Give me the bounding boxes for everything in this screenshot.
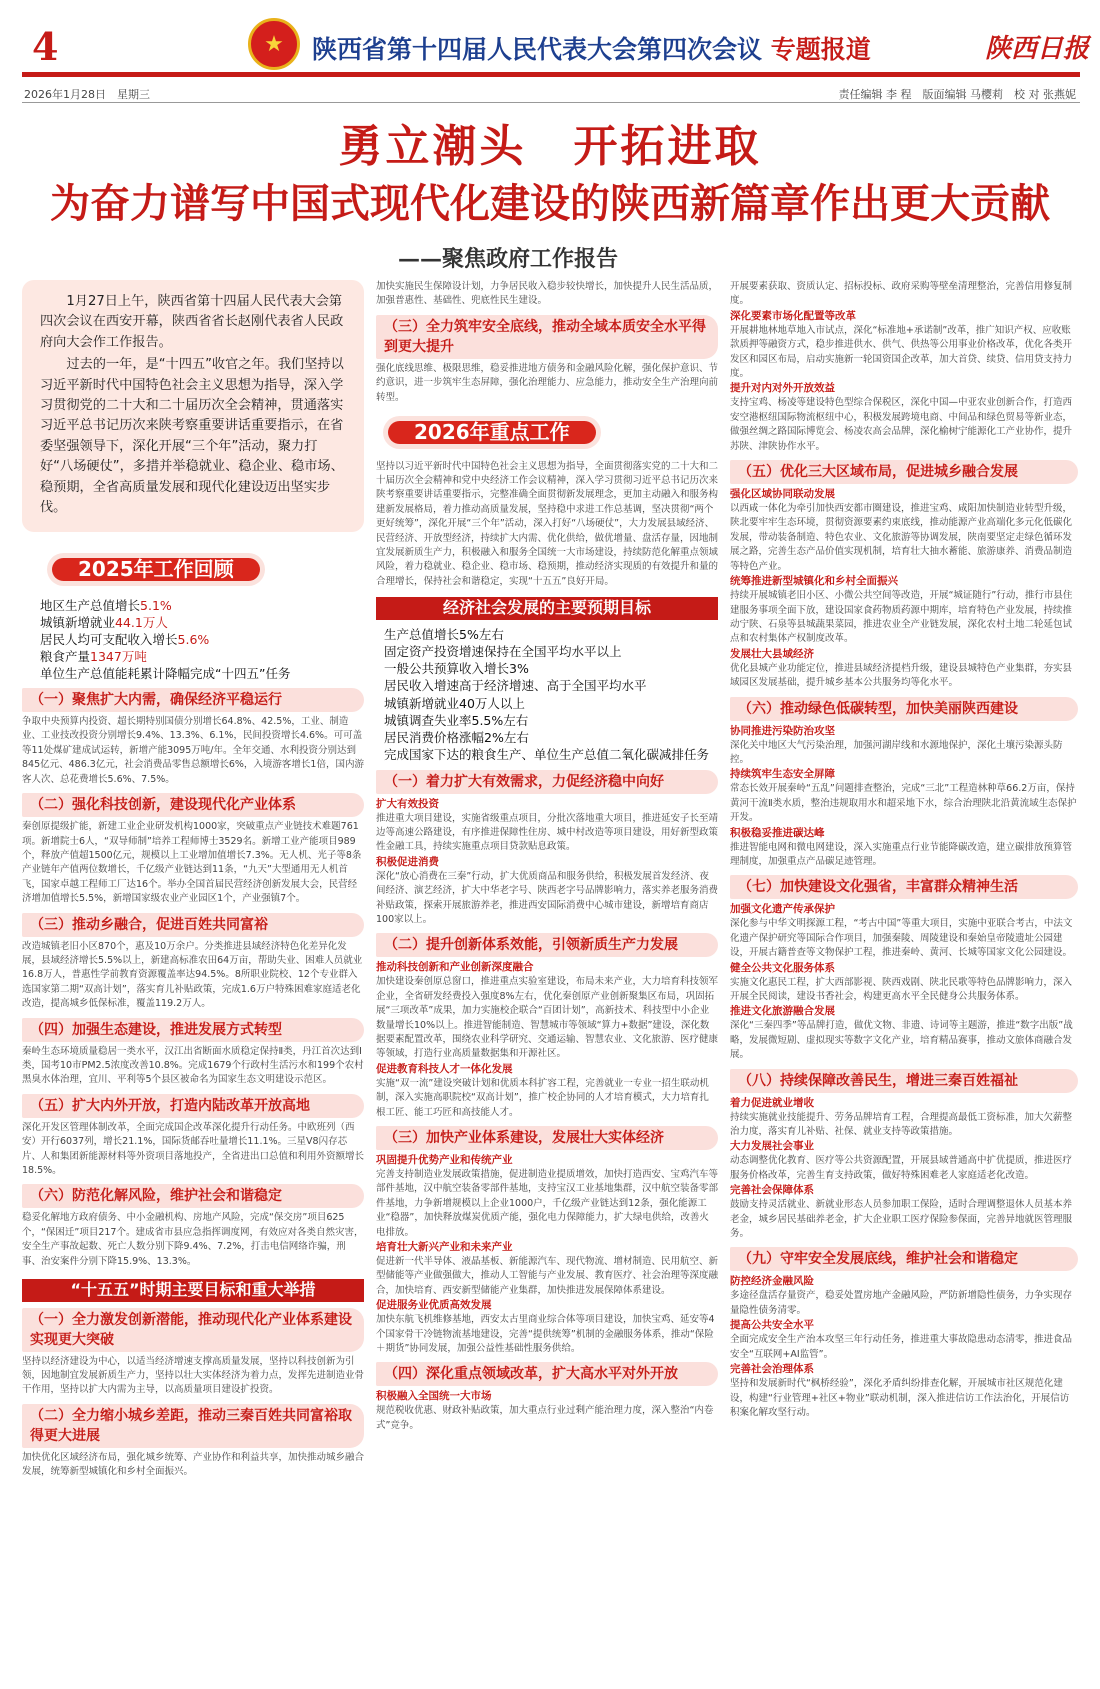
- stat-value: 1347万吨: [90, 649, 147, 665]
- key-work-heading: 2026年重点工作: [388, 421, 596, 444]
- header-rule-thin: [22, 102, 1080, 103]
- section-text: 加快建设秦创原总窗口，推进重点实验室建设，布局未来产业，大力培育科技领军企业，全省研发经费投入强度8%左右，优化秦创原产业创新聚集区布局，巩固拓展“三项改革”成果，加力实施校企联合“百团计划”，高新技术、科技型中小企业数量增长10%以上。推进智能制造、智慧城市等领域“算力+数据”建设，深化数据要素配置改革，围绕农业科学研究、交通运输、智慧农业、文化旅游、医疗健康等领域，打造行业高质量数据集和开源社区。: [376, 976, 719, 1060]
- section-text: 全面完成安全生产治本攻坚三年行动任务，推进重大事故隐患动态清零，推进食品安全“互联网+AI监管”。: [730, 1334, 1073, 1360]
- section-text: 实施“双一流”建设突破计划和优质本科扩容工程，完善就业一专业一招生联动机制，深入实施高职院校“双高计划”，推广校企协同的人才培育模式，大力培育扎根工匠、能工巧匠和高技能人才。: [376, 1077, 709, 1118]
- stat-item: [22, 665, 364, 682]
- column-2: [376, 280, 718, 1433]
- subsection-heading: 扩大有效投资: [376, 797, 439, 810]
- section-heading: （三）加快产业体系建设，发展壮大实体经济: [376, 1126, 718, 1150]
- section-text: 坚持以经济建设为中心，以适当经济增速支撑高质量发展，坚持以科技创新为引领，因地制宜发展新质生产力，坚持以壮大实体经济为着力点，发挥先进制造业骨干作用，坚持以扩大内需为主导，以高质量项目建设扩投资。: [22, 1355, 365, 1396]
- stat-value: 5.1%: [140, 598, 172, 614]
- stat-item: [22, 648, 364, 665]
- section-heading: （五）扩大内外开放，打造内陆改革开放高地: [22, 1094, 364, 1118]
- fyp-heading: “十五五”时期主要目标和重大举措: [22, 1279, 364, 1302]
- page-number: 4: [32, 24, 59, 69]
- section-text: 强化底线思维、极限思维，稳妥推进地方债务和金融风险化解，强化保护意识、节约意识，进一步筑牢生态屏障，强化治理能力、应急能力，推动安全生产治理向前转型。: [376, 362, 719, 403]
- section-text: 实施文化惠民工程，扩大西部影视、陕西戏剧、陕北民歌等特色品牌影响力，深入开展全民阅读，建设书香社会，构建更高水平全民健身公共服务体系。: [730, 976, 1073, 1002]
- section-text: 开展耕地林地草地入市试点，深化“标准地+承诺制”改革，推广知识产权、应收账款质押等融资方式，稳步推进供水、供气、供热等公用事业价格改革，优化各类开发区和园区布局，启动实施新一轮国资国企改革，加大首贷、续贷、信用贷支持力度。: [730, 324, 1073, 380]
- section-text: 秦创原提级扩能，新建工业企业研发机构1000家，突破重点产业链技术难题761项。新增院士6人，“双导师制”培养工程师博士3529名。新增工业产能项目989个，释放产值超1500亿元，规模以上工业增加值增长7.3%。无人机、光子等8条产业链年产值两位数增长，千亿级产业链达到11条，“九天”大型通用无人机首飞，国家卓越工程师工厂达16个。举办全国首届民营经济创新发展大会，民营经济增加值增长5.5%，新增国家级农业产业园区1个，产业强镇7个。: [22, 821, 362, 905]
- header-rule: [22, 72, 1080, 77]
- section-heading: （九）守牢安全发展底线，维护社会和谐稳定: [730, 1247, 1078, 1271]
- target-item: 城镇调查失业率5.5%左右: [384, 712, 529, 728]
- stat-item: [22, 614, 364, 631]
- section-text: 深化参与中华文明探源工程，“考古中国”等重大项目，实施中亚联合考古，中法文化遗产保护研究等国际合作项目，加强秦陵、周陵建设和秦始皇帝陵遗址公园建设，开展古籍普查等文物保护工程，推进秦岭、黄河、长城等国家文化公园建设。: [730, 918, 1073, 959]
- subsection-heading: 积极稳妥推进碳达峰: [730, 826, 825, 839]
- headline-line2: 为奋力谱写中国式现代化建设的陕西新篇章作出更大贡献: [50, 181, 1050, 227]
- stat-item: [22, 631, 364, 648]
- section-heading: （七）加快建设文化强省，丰富群众精神生活: [730, 875, 1078, 899]
- section-text: 完善支持制造业发展政策措施，促进制造业提质增效，加快打造西安、宝鸡汽车等部件基地，汉中航空装备零部件基地，支持宝汉工业基地集群，汉中航空装备零部件基地，力争新增规模以上企业1000户，千亿级产业链达到12条，强化能源工业“稳器”，加快释放煤炭优质产能，强化电力保障能力，扩大绿电供给，改善火电排放。: [376, 1169, 719, 1238]
- column-1: [22, 280, 364, 1480]
- section-text: 促进新一代半导体、液晶基板、新能源汽车、现代物流、增材制造、民用航空、新型储能等产业做强做大，推动人工智能与产业发展、教育医疗、社会治理等深度融合，加快培育、西安新型储能产业集群，加快推进发展保障体系建设。: [376, 1256, 719, 1296]
- section-title-tag: 专题报道: [770, 35, 871, 64]
- section-text: 争取中央预算内投资、超长期特别国债分别增长64.8%、42.5%，工业、制造业、工业技改投资分别增长9.4%、13.3%、6.1%，民间投资增长4.6%。可可盖等11处煤矿建成试运转，新增产能3095万吨/年。全年交通、水利投资分别达到845亿元、486.3亿元，社会消费品零售总额增长6%，入境游客增长1倍，国内游客人次、总花费增长5.6%、7.5%。: [22, 716, 364, 785]
- subsection-heading: 持续筑牢生态安全屏障: [730, 768, 835, 781]
- subsection-heading: 完善社会保障体系: [730, 1184, 814, 1197]
- page-header: [0, 0, 1100, 70]
- subsection-heading: 提升对内对外开放效益: [730, 382, 835, 395]
- stat-label: 单位生产总值能耗累计降幅完成“十四五”任务: [40, 666, 291, 682]
- subsection-heading: 完善社会治理体系: [730, 1363, 814, 1376]
- subsection-heading: 加强文化遗产传承保护: [730, 903, 835, 916]
- section-text: 持续实施就业技能提升、劳务品牌培育工程，合理提高最低工资标准，加大欠薪整治力度，落实育儿补贴、社保、就业支持等政策措施。: [730, 1111, 1073, 1138]
- target-item: 完成国家下达的粮食生产、单位生产总值二氧化碳减排任务: [384, 747, 710, 763]
- subsection-heading: 大力发展社会事业: [730, 1140, 814, 1153]
- review-sections: [22, 688, 364, 1269]
- stat-value: 5.6%: [177, 632, 210, 648]
- section-text: 深化开发区管理体制改革，全面完成国企改革深化提升行动任务。中欧班列（西安）开行6037列，增长21.1%，国际货邮吞吐量增长11.1%。三星V8闪存芯片、人和集团新能源材料等外资项目落地投产，全省进出口总值和利用外资额增长18.5%。: [22, 1121, 365, 1176]
- column-3: [730, 280, 1078, 1420]
- targets-list: [376, 626, 718, 764]
- stat-value: 44.1万人: [115, 615, 168, 631]
- fyp-sections-cont: [376, 280, 718, 405]
- subsection-heading: 促进服务业优质高效发展: [376, 1299, 492, 1312]
- section-text: 深化“放心消费在三秦”行动，扩大优质商品和服务供给，积极发展首发经济、夜间经济、演艺经济，扩大中华老字号、陕西老字号品牌影响力，落实养老服务消费补贴政策，探索开展旅游养老，推进西安国际消费中心城市建设，新增培育商店100家以上。: [376, 870, 719, 925]
- national-emblem-icon: ★: [248, 18, 300, 70]
- section-text: 秦岭生态环境质量稳居一类水平，汉江出省断面水质稳定保持Ⅱ类，丹江首次达到Ⅰ类，国考10市PM2.5浓度改善10.8%。完成1679个行政村生活污水和199个农村黑臭水体治理，宜川、平利等5个县区被命名为国家生态文明建设示范区。: [22, 1045, 364, 1086]
- stat-label: 地区生产总值增长: [40, 598, 141, 614]
- target-item: 一般公共预算收入增长3%: [384, 661, 529, 677]
- section-text: 以西咸一体化为牵引加快西安都市圈建设，推进宝鸡、咸阳加快制造业转型升级，陕北要牢牢生态环境，贯彻资源要素约束底线，推动能源产业高端化多元化低碳化发展，带动装备制造、特色农业、文化旅游等协调发展，陕南要坚定走绿色循环发展之路，完善生态产品价值实现机制，培育壮大抽水蓄能、旅游康养、消费品制造等特色产业。: [730, 503, 1073, 572]
- intro-paragraph: 过去的一年，是“十四五”收官之年。我们坚持以习近平新时代中国特色社会主义思想为指导，深入学习贯彻党的二十大和二十届历次全会精神，贯通落实习近平总书记历次来陕考察重要讲话重要指示，在省委坚强领导下，深化开展“三个年”活动，聚力打好“八场硬仗”，多措并举稳就业、稳企业、稳市场、稳预期，全省高质量发展和现代化建设迈出坚实步伐。: [40, 357, 344, 516]
- section-text: 加快实施民生保障设计划，力争居民收入稳步较快增长，加快提升人民生活品质，加强普惠性、基础性、兜底性民生建设。: [376, 281, 719, 307]
- subsection-heading: 协同推进污染防治攻坚: [730, 724, 835, 737]
- stat-label: 粮食产量: [40, 649, 91, 665]
- section-text: 深化“三秦四季”等品牌打造，做优文物、非遗、诗词等主题游，推进“数字出版”战略，发展微短剧、虚拟现实等数字文化产业，培育精品赛事，推动文旅体商融合发展。: [730, 1020, 1073, 1061]
- section-heading: （一）全力激发创新潜能，推动现代化产业体系建设实现更大突破: [22, 1308, 364, 1352]
- review-heading: 2025年工作回顾: [52, 558, 260, 581]
- section-heading: （一）着力扩大有效需求，力促经济稳中向好: [376, 770, 718, 794]
- section-text: 稳妥化解地方政府债务、中小金融机构、房地产风险，完成“保交房”项目625个，“保困迁”项目217个。建成省市县应急指挥调度网，有效应对各类自然灾害，安全生产事故起数、死亡人数分别下降9.4%、7.2%，打击电信网络诈骗，刑事、治安案件分别下降15.9%、13.3%。: [22, 1212, 364, 1267]
- section-text: 改造城镇老旧小区870个，惠及10万余户。分类推进县域经济特色化差异化发展，县域经济增长5.5%以上，新建高标准农田64万亩，帮助失业、困难人员就业16.8万人，普惠性学前教育资源覆盖率达94.5%。8所职业院校、12个专业群入选国家第二期“双高计划”，落实育儿补贴政策，完成1.6万户特殊困难家庭适老化改造，提高城乡低保标准，覆盖119.2万人。: [22, 940, 363, 1010]
- subsection-heading: 提高公共安全水平: [730, 1319, 814, 1332]
- section-text: 鼓励支持灵活就业、新就业形态人员参加职工保险，适时合理调整退休人员基本养老金，城乡居民基础养老金，扩大企业职工医疗保险参保面，完善异地就医管理服务。: [730, 1199, 1073, 1240]
- key-stats: [22, 597, 364, 682]
- section-text: 持续开展城镇老旧小区、小微公共空间等改造，开展“城证随行”行动，推行市县住建服务事项全面下放，建设国家食药物质药源中期库，培育特色产业发展，持续推动宁陕、石泉等县城蔬果菜园，推进农业全产业链发展，深化农村土地二轮延包试点和农村集体产权制度改革。: [730, 590, 1073, 645]
- subsection-heading: 深化要素市场化配置等改革: [730, 309, 856, 322]
- subsection-heading: 培育壮大新兴产业和未来产业: [376, 1241, 513, 1254]
- subsection-heading: 着力促进就业增收: [730, 1096, 814, 1109]
- subsection-heading: 积极促进消费: [376, 855, 439, 868]
- section-text: 加快东航飞机维修基地，西安太古里商业综合体等项目建设，加快宝鸡、延安等4个国家骨干冷链物流基地建设，完善“提供统筹”机制的金融服务体系，推动“保险＋期货”协同发展，加强公益性基础性服务供给。: [376, 1314, 715, 1355]
- key-work-sections: [376, 770, 718, 1434]
- fyp-sections: [22, 1308, 364, 1480]
- subsection-heading: 推进文化旅游融合发展: [730, 1005, 835, 1018]
- target-item: 居民消费价格涨幅2%左右: [384, 730, 529, 746]
- subsection-heading: 健全公共文化服务体系: [730, 961, 835, 974]
- section-text: 优化县城产业功能定位，推进县域经济提档升级，建设县城特色产业集群，夯实县域园区发展基础，提升城乡基本公共服务均等化水平。: [730, 662, 1073, 689]
- intro-paragraph: 1月27日上午，陕西省第十四届人民代表大会第四次会议在西安开幕，陕西省省长赵刚代表省人民政府向大会作工作报告。: [40, 294, 344, 350]
- section-heading: （八）持续保障改善民生，增进三秦百姓福祉: [730, 1069, 1078, 1093]
- intro-box: [22, 280, 364, 532]
- target-item: 居民收入增速高于经济增速、高于全国平均水平: [384, 678, 647, 694]
- newspaper-logo: 陕西日报: [985, 34, 1090, 64]
- section-text: 支持宝鸡、杨凌等建设特色型综合保税区，深化中国—中亚农业创新合作，打造西安空港枢纽国际物流枢纽中心，积极发展跨境电商、中间品和绿色贸易等新业态，做强丝绸之路国际博览会、杨凌农高会品牌，深化榆树宁能源化工产业协作，提升苏陕、津陕协作水平。: [730, 397, 1073, 452]
- section-title: [312, 30, 871, 66]
- subsection-heading: 发展壮大县域经济: [730, 647, 814, 660]
- subsection-heading: 推动科技创新和产业创新深度融合: [376, 961, 534, 974]
- subsection-heading: 促进教育科技人才一体化发展: [376, 1062, 513, 1075]
- subsection-heading: 统筹推进新型城镇化和乡村全面振兴: [730, 575, 898, 588]
- section-heading: （二）全力缩小城乡差距，推动三秦百姓共同富裕取得更大进展: [22, 1404, 364, 1448]
- section-heading: （二）提升创新体系效能，引领新质生产力发展: [376, 933, 718, 957]
- issue-date: 2026年1月28日 星期三: [24, 88, 150, 101]
- section-heading: （五）优化三大区域布局，促进城乡融合发展: [730, 460, 1078, 484]
- section-heading: （三）推动乡融合，促进百姓共同富裕: [22, 913, 364, 937]
- subsection-heading: 积极融入全国统一大市场: [376, 1390, 492, 1403]
- targets-heading: 经济社会发展的主要预期目标: [376, 597, 718, 620]
- section-text: 开展要素获取、资质认定、招标投标、政府采购等壁垒清理整治，完善信用修复制度。: [730, 281, 1073, 307]
- subsection-heading: 强化区域协同联动发展: [730, 488, 835, 501]
- headline-line1: 勇立潮头 开拓进取: [338, 121, 762, 172]
- section-text: 推进智能电网和微电网建设，深入实施重点行业节能降碳改造，建立碳排放预算管理制度，加强重点产品碳足迹管理。: [730, 841, 1073, 867]
- section-title-main: 陕西省第十四届人民代表大会第四次会议: [312, 35, 763, 64]
- section-heading: （四）加强生态建设，推进发展方式转型: [22, 1018, 364, 1042]
- section-heading: （一）聚焦扩大内需，确保经济平稳运行: [22, 688, 364, 712]
- section-text: 推进重大项目建设，实施省级重点项目，分批次落地重大项目，推进延安子长至靖边等高速公路建设，有序推进保障性住房、城中村改造等项目建设，用好新型政策性金融工具，持续实施重点项目贷款贴息政策。: [376, 812, 719, 853]
- section-text: 规范税收优惠、财政补贴政策，加大重点行业过剩产能治理力度，深入整治“内卷式”竞争。: [376, 1405, 714, 1431]
- section-text: 动态调整优化教育、医疗等公共资源配置，开展县域普通高中扩优提质，推进医疗服务价格改革，完善生育支持政策，做好特殊困难老人家庭适老化改造。: [730, 1155, 1073, 1181]
- section-heading: （三）全力筑牢安全底线，推动全域本质安全水平得到更大提升: [376, 315, 718, 359]
- section-text: 多途径盘活存量资产，稳妥处置房地产金融风险，严防新增隐性债务，力争实现存量隐性债务清零。: [730, 1290, 1073, 1316]
- section-heading: （六）防范化解风险，维护社会和谐稳定: [22, 1184, 364, 1208]
- target-item: 城镇新增就业40万人以上: [384, 695, 525, 711]
- section-text: 深化关中地区大气污染治理，加强河湖岸线和水源地保护，深化土壤污染源头防控。: [730, 739, 1063, 765]
- editor-credits: 责任编辑 李 程 版面编辑 马樱莉 校 对 张燕妮: [838, 88, 1076, 101]
- section-text: 常态长效开展秦岭“五乱”问题排查整治，完成“三北”工程造林种草66.2万亩，保持黄河干流Ⅱ类水质，整治违规取用水和超采地下水，综合治理陕北沿黄流域生态保护开发。: [730, 783, 1077, 824]
- section-heading: （四）深化重点领域改革，扩大高水平对外开放: [376, 1362, 718, 1386]
- subsection-heading: 巩固提升优势产业和传统产业: [376, 1154, 513, 1166]
- section-heading: （二）强化科技创新，建设现代化产业体系: [22, 793, 364, 817]
- target-item: 生产总值增长5%左右: [384, 626, 504, 642]
- section-text: 加快优化区域经济布局，强化城乡统筹、产业协作和利益共享，加快推动城乡融合发展，统筹新型城镇化和乡村全面振兴。: [22, 1451, 365, 1478]
- target-item: 固定资产投资增速保持在全国平均水平以上: [384, 644, 622, 660]
- stat-label: 居民人均可支配收入增长: [40, 632, 178, 648]
- stat-item: [22, 597, 364, 614]
- subsection-heading: 防控经济金融风险: [730, 1275, 814, 1288]
- stat-label: 城镇新增就业: [40, 615, 116, 631]
- section-heading: （六）推动绿色低碳转型，加快美丽陕西建设: [730, 697, 1078, 721]
- headline-subtitle: ——聚焦政府工作报告: [398, 246, 619, 272]
- key-work-intro: 坚持以习近平新时代中国特色社会主义思想为指导，全面贯彻落实党的二十大和二十届历次全会精神和党中央经济工作会议精神，深入学习贯彻习近平总书记历次来陕考察重要讲话重要指示，完整准确全面贯彻新发展理念，更加主动融入和服务构建新发展格局，着力推动高质量发展，坚持稳中求进工作总基调，坚决贯彻“两个更好统筹”，深化开展“三个年”活动，深入打好“八场硬仗”，大力发展县域经济、民营经济、开放型经济，持续扩大内需、优化供给，做优增量、盘活存量，因地制宜发展新质生产力，积极融入和服务全国统一大市场建设，持续防范化解重点领域风险，着力稳就业、稳企业、稳市场、稳预期，推动经济实现质的有效提升和量的合理增长，保持社会和谐稳定，实现“十五五”良好开局。: [376, 460, 719, 587]
- section-text: 坚持和发展新时代“枫桥经验”，深化矛盾纠纷排查化解，开展城市社区规范化建设，构建“行业管理+社区+物业”联动机制，深入推进信访工作法治化，开展信访积案化解攻坚行动。: [730, 1378, 1070, 1418]
